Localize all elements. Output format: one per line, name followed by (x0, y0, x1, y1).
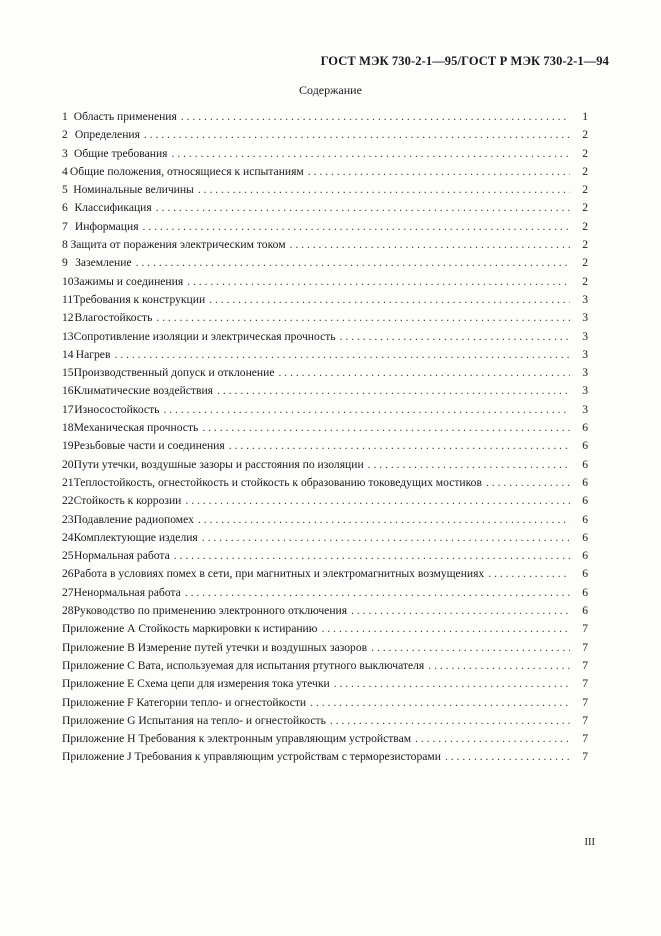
toc-entry-label: Общие требования (74, 146, 168, 160)
toc-entry[interactable] (62, 641, 588, 659)
table-of-contents (62, 110, 588, 769)
toc-entry-label: Номинальные величины (73, 183, 194, 197)
toc-entry-number: 4 (62, 164, 68, 178)
toc-entry-page: 3 (582, 347, 588, 361)
dot-leader (198, 183, 570, 196)
toc-entry-page: 2 (582, 183, 588, 197)
toc-entry-number: 20 (62, 457, 74, 471)
toc-entry-page: 7 (582, 732, 588, 746)
toc-entry[interactable] (62, 513, 588, 531)
toc-entry[interactable] (62, 403, 588, 421)
toc-entry-number: 16 (62, 384, 74, 398)
toc-entry-page: 2 (582, 128, 588, 142)
toc-entry-label: Теплостойкость, огнестойкость и стойкость к образованию токоведущих мостиков (73, 475, 482, 489)
toc-entry[interactable] (62, 183, 588, 201)
dot-leader (174, 549, 570, 562)
toc-entry-label: Ненормальная работа (73, 585, 181, 599)
toc-entry-label: Влагостойкость (74, 311, 153, 325)
toc-entry-page: 6 (582, 457, 588, 471)
toc-entry-page: 6 (582, 549, 588, 563)
toc-entry-label: Руководство по применению электронного отключения (73, 604, 348, 618)
toc-entry[interactable] (62, 677, 588, 695)
toc-entry-number: 24 (62, 530, 74, 544)
toc-entry-label: Заземление (75, 256, 132, 270)
dot-leader (334, 677, 570, 690)
toc-entry-number: 5 (62, 183, 68, 197)
toc-entry[interactable] (62, 110, 588, 128)
toc-entry-label: Приложение Н Требования к электронным управляющим устройствам (62, 732, 412, 746)
toc-entry-label: Нагрев (75, 347, 111, 361)
toc-entry[interactable] (62, 604, 588, 622)
dot-leader (144, 128, 570, 141)
toc-entry-label: Приложение С Вата, используемая для испытания ртутного выключателя (62, 658, 425, 672)
toc-entry[interactable] (62, 439, 588, 457)
toc-entry[interactable] (62, 293, 588, 311)
toc-entry-label: Пути утечки, воздушные зазоры и расстояния по изоляции (73, 457, 364, 471)
dot-leader (229, 439, 570, 452)
toc-entry-label: Приложение А Стойкость маркировки к истиранию (62, 622, 318, 636)
page-folio: III (584, 837, 595, 848)
dot-leader (368, 458, 570, 471)
toc-entry[interactable] (62, 714, 588, 732)
toc-entry[interactable] (62, 311, 588, 329)
toc-entry-number: 25 (62, 549, 74, 563)
dot-leader (202, 421, 570, 434)
toc-entry-label: Сопротивление изоляции и электрическая прочность (73, 329, 336, 343)
dot-leader (340, 330, 570, 343)
toc-entry-page: 2 (582, 201, 588, 215)
dot-leader (209, 293, 570, 306)
toc-entry[interactable] (62, 366, 588, 384)
dot-leader (278, 366, 570, 379)
dot-leader (181, 110, 570, 123)
toc-entry[interactable] (62, 275, 588, 293)
dot-leader (163, 403, 570, 416)
toc-entry-label: Приложение В Измерение путей утечки и воздушных зазоров (62, 640, 368, 654)
toc-entry-label: Определения (74, 128, 140, 142)
toc-entry-label: Приложение G Испытания на тепло- и огнестойкость (62, 713, 326, 727)
dot-leader (136, 256, 570, 269)
toc-entry-page: 6 (582, 567, 588, 581)
toc-entry-number: 3 (62, 146, 68, 160)
toc-entry[interactable] (62, 201, 588, 219)
toc-entry-page: 6 (582, 512, 588, 526)
toc-entry-label: Подавление радиопомех (73, 512, 194, 526)
toc-entry-page: 2 (582, 219, 588, 233)
dot-leader (310, 696, 570, 709)
dot-leader (198, 513, 570, 526)
toc-entry-label: Приложение F Категории тепло- и огнестойкости (62, 695, 307, 709)
dot-leader (351, 604, 570, 617)
toc-entry-label: Общие положения, относящиеся к испытаниям (69, 164, 304, 178)
toc-entry-number: 28 (62, 604, 74, 618)
toc-entry-number: 21 (62, 475, 74, 489)
toc-entry-label: Резьбовые части и соединения (73, 439, 225, 453)
toc-entry-number: 19 (62, 439, 74, 453)
toc-entry[interactable] (62, 147, 588, 165)
toc-entry-number: 8 (62, 238, 68, 252)
toc-entry-page: 2 (582, 164, 588, 178)
toc-entry-number: 22 (62, 494, 74, 508)
toc-entry[interactable] (62, 220, 588, 238)
toc-entry-label: Износостойкость (74, 402, 160, 416)
toc-entry[interactable] (62, 330, 588, 348)
toc-entry-page: 6 (582, 585, 588, 599)
dot-leader (290, 238, 570, 251)
toc-entry[interactable] (62, 549, 588, 567)
toc-title: Содержание (299, 83, 362, 97)
toc-entry[interactable] (62, 128, 588, 146)
toc-entry-number: 9 (62, 256, 68, 270)
toc-entry[interactable] (62, 586, 588, 604)
document-header: ГОСТ МЭК 730-2-1—95/ГОСТ Р МЭК 730-2-1—94 (320, 54, 609, 68)
toc-entry-number: 1 (62, 110, 68, 123)
toc-entry[interactable] (62, 165, 588, 183)
toc-entry-number: 6 (62, 201, 68, 215)
toc-entry-number: 12 (62, 311, 74, 325)
toc-entry-page: 6 (582, 475, 588, 489)
toc-entry-label: Защита от поражения электрическим током (70, 238, 286, 252)
toc-entry-page: 7 (582, 750, 588, 764)
toc-entry-label: Комплектующие изделия (73, 530, 198, 544)
toc-entry[interactable] (62, 494, 588, 512)
dot-leader (185, 494, 570, 507)
dot-leader (114, 348, 570, 361)
toc-entry-page: 3 (582, 366, 588, 380)
toc-entry-page: 7 (582, 640, 588, 654)
toc-entry-page: 7 (582, 695, 588, 709)
toc-entry-number: 10 (62, 274, 74, 288)
dot-leader (172, 147, 570, 160)
toc-entry[interactable] (62, 256, 588, 274)
toc-entry-page: 3 (582, 329, 588, 343)
toc-entry-label: Стойкость к коррозии (73, 494, 182, 508)
dot-leader (445, 750, 570, 763)
toc-entry-page: 6 (582, 421, 588, 435)
toc-entry-label: Работа в условиях помех в сети, при магнитных и электромагнитных возмущениях (73, 567, 485, 581)
dot-leader (488, 567, 570, 580)
toc-entry-label: Приложение J Требования к управляющим устройствам с терморезисторами (62, 750, 441, 764)
dot-leader (187, 275, 570, 288)
toc-entry-label: Приложение Е Схема цепи для измерения тока утечки (62, 677, 330, 691)
dot-leader (156, 311, 570, 324)
toc-entry[interactable] (62, 421, 588, 439)
toc-entry-page: 7 (582, 677, 588, 691)
toc-entry-label: Зажимы и соединения (73, 274, 184, 288)
toc-entry-number: 23 (62, 512, 74, 526)
toc-entry-number: 26 (62, 567, 74, 581)
toc-entry-label: Нормальная работа (73, 549, 170, 563)
toc-entry[interactable] (62, 732, 588, 750)
toc-entry-number: 15 (62, 366, 74, 380)
toc-entry-label: Производственный допуск и отклонение (73, 366, 275, 380)
toc-entry-label: Область применения (73, 110, 177, 123)
toc-entry[interactable] (62, 476, 588, 494)
toc-entry-page: 2 (582, 146, 588, 160)
toc-entry-page: 3 (582, 402, 588, 416)
toc-entry-page: 3 (582, 311, 588, 325)
toc-entry-page: 6 (582, 494, 588, 508)
toc-entry-page: 6 (582, 530, 588, 544)
toc-entry-label: Классификация (74, 201, 152, 215)
toc-entry-label: Климатические воздействия (73, 384, 214, 398)
toc-entry[interactable] (62, 567, 588, 585)
dot-leader (330, 714, 570, 727)
toc-entry-page: 7 (582, 713, 588, 727)
dot-leader (371, 641, 570, 654)
dot-leader (321, 622, 570, 635)
toc-entry[interactable] (62, 238, 588, 256)
toc-entry[interactable] (62, 348, 588, 366)
toc-entry-page: 6 (582, 439, 588, 453)
toc-entry-number: 7 (62, 219, 68, 233)
toc-entry[interactable] (62, 750, 588, 768)
toc-entry[interactable] (62, 622, 588, 640)
toc-entry-label: Требования к конструкции (73, 292, 206, 306)
dot-leader (143, 220, 570, 233)
toc-entry-number: 13 (62, 329, 74, 343)
toc-entry-page: 1 (582, 110, 588, 123)
dot-leader (486, 476, 570, 489)
toc-entry[interactable] (62, 531, 588, 549)
dot-leader (156, 201, 570, 214)
toc-entry-page: 6 (582, 604, 588, 618)
toc-entry-number: 2 (62, 128, 68, 142)
dot-leader (308, 165, 570, 178)
toc-entry-number: 27 (62, 585, 74, 599)
dot-leader (202, 531, 570, 544)
toc-entry-number: 17 (62, 402, 74, 416)
dot-leader (185, 586, 570, 599)
toc-entry-page: 7 (582, 658, 588, 672)
toc-entry-page: 2 (582, 256, 588, 270)
toc-entry-label: Информация (74, 219, 139, 233)
toc-entry-number: 11 (62, 292, 74, 306)
toc-entry-page: 2 (582, 238, 588, 252)
toc-entry[interactable] (62, 696, 588, 714)
toc-entry-number: 18 (62, 421, 74, 435)
toc-entry-page: 7 (582, 622, 588, 636)
toc-entry-number: 14 (62, 347, 74, 361)
toc-entry-page: 3 (582, 292, 588, 306)
toc-entry-page: 3 (582, 384, 588, 398)
toc-entry[interactable] (62, 384, 588, 402)
toc-entry[interactable] (62, 458, 588, 476)
toc-entry[interactable] (62, 659, 588, 677)
dot-leader (217, 384, 570, 397)
toc-entry-page: 2 (582, 274, 588, 288)
dot-leader (415, 732, 570, 745)
toc-entry-label: Механическая прочность (73, 421, 199, 435)
dot-leader (428, 659, 570, 672)
